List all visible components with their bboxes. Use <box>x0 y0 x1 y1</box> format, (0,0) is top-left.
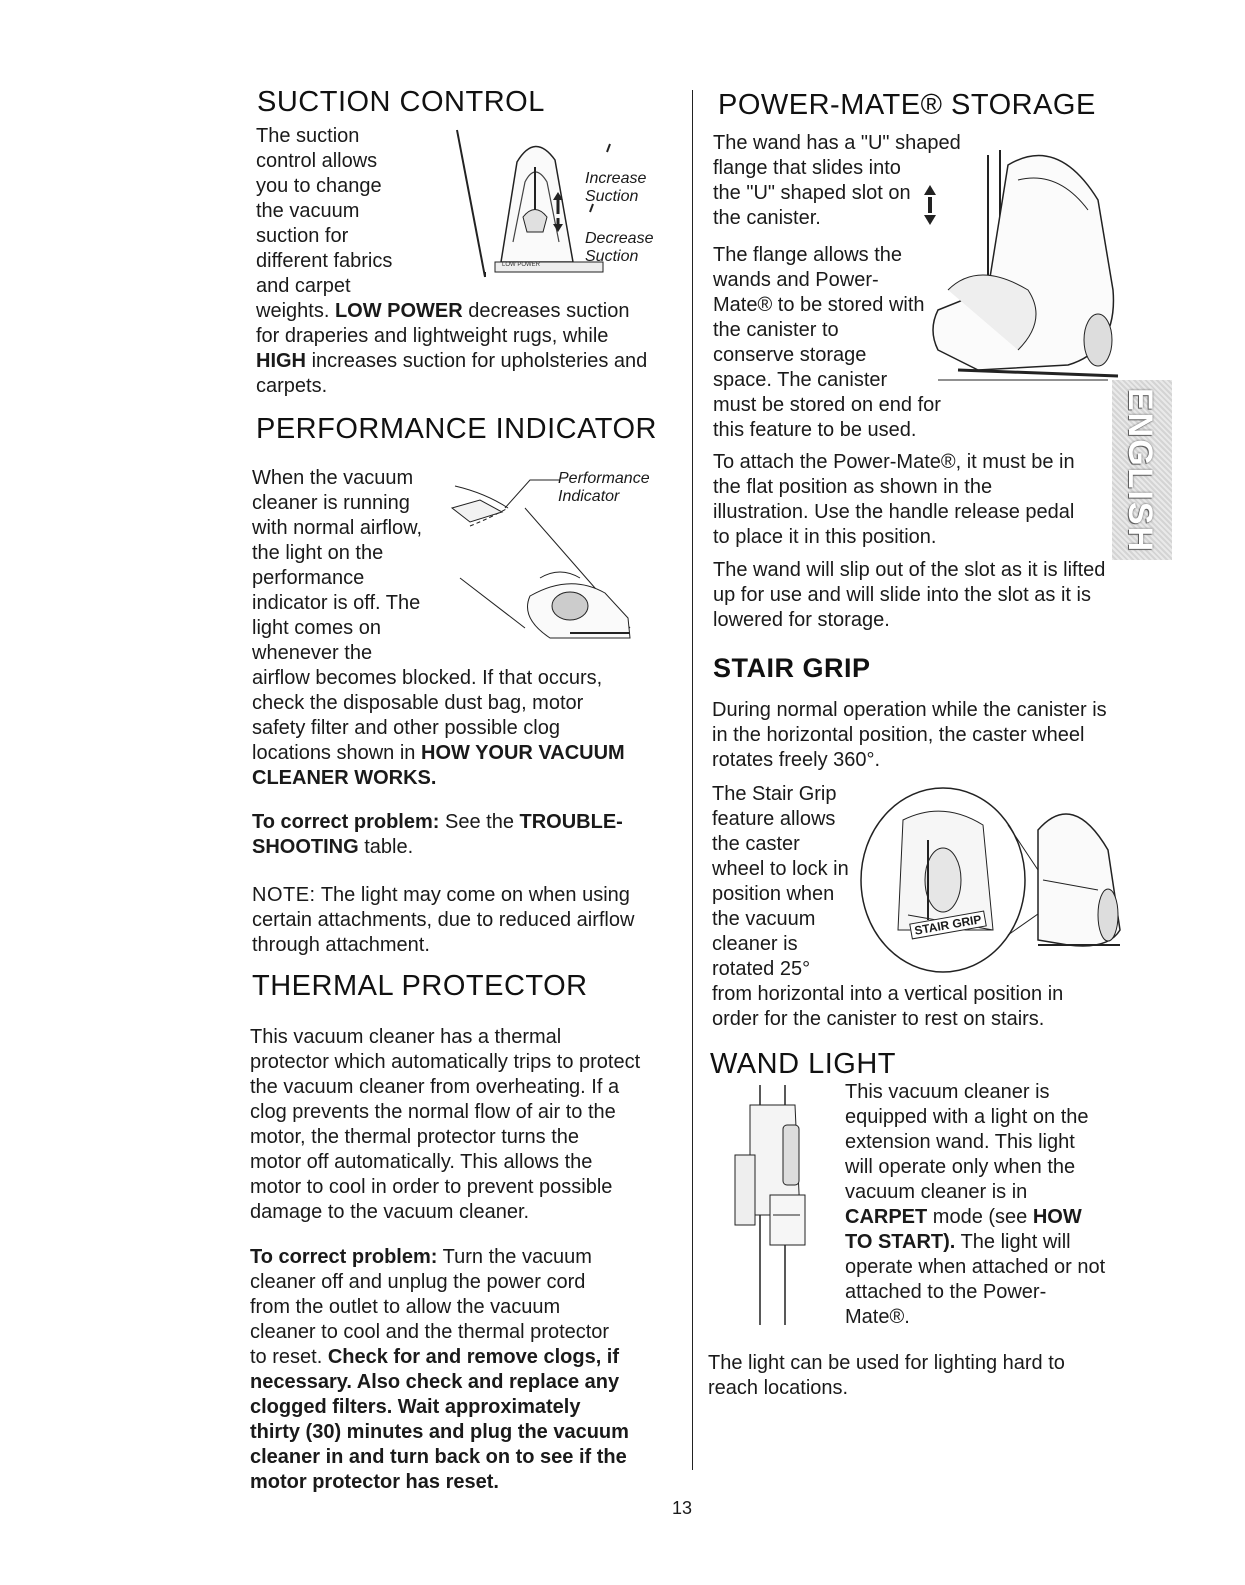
storage-line: lowered for storage. <box>713 609 890 631</box>
table-text: table. <box>364 836 414 858</box>
performance-line: with normal airflow, <box>252 517 423 539</box>
stair-grip-heading: STAIR GRIP <box>713 653 871 683</box>
wand-line: extension wand. This light <box>845 1131 1075 1153</box>
wand-light-illustration <box>725 1085 825 1330</box>
thermal-correct-line: from the outlet to allow the vacuum <box>250 1296 561 1318</box>
thermal-bold-line: necessary. Also check and replace any <box>250 1371 620 1393</box>
thermal-correct-line: cleaner off and unplug the power cord <box>250 1271 586 1293</box>
performance-line: check the disposable dust bag, motor <box>252 692 584 714</box>
stair-line: in the horizontal position, the caster wheel <box>712 724 1085 746</box>
note-line: certain attachments, due to reduced airflow <box>252 909 635 931</box>
wand-line: operate when attached or not <box>845 1256 1106 1278</box>
performance-word: Performance <box>558 470 650 487</box>
correct-problem-label: To correct problem: <box>252 811 440 833</box>
storage-line: to place it in this position. <box>713 526 937 548</box>
power-mate-storage-heading: POWER-MATE® STORAGE <box>718 89 1096 121</box>
storage-p3 <box>713 450 1075 550</box>
performance-line: whenever the <box>252 642 373 664</box>
correct-problem-label: To correct problem: <box>250 1246 438 1268</box>
performance-line: indicator is off. The <box>252 592 421 614</box>
storage-line: conserve storage <box>713 344 867 366</box>
indicator-word: Indicator <box>558 488 620 505</box>
thermal-correct-line: Turn the vacuum <box>442 1246 592 1268</box>
suction-intro-line: the vacuum <box>256 200 360 222</box>
stair-line: rotates freely 360°. <box>712 749 881 771</box>
weights-text: weights. <box>256 300 330 322</box>
storage-line: Mate® to be stored with <box>713 294 925 316</box>
performance-line: safety filter and other possible clog <box>252 717 560 739</box>
suction-intro-line: The suction <box>256 125 360 147</box>
stair-grip-illustration <box>858 780 1128 980</box>
stair-grip-label: STAIR GRIP <box>909 911 986 940</box>
low-power-term: LOW POWER <box>334 300 463 322</box>
performance-line: performance <box>252 567 365 589</box>
thermal-correct <box>250 1245 629 1495</box>
stair-line: from horizontal into a vertical position in <box>712 983 1064 1005</box>
wand-line: vacuum cleaner is in <box>845 1181 1028 1203</box>
shooting-ref: SHOOTING <box>252 836 359 858</box>
storage-line: The flange allows the <box>713 244 903 266</box>
suction-intro-line: you to change <box>256 175 382 197</box>
stair-line: cleaner is <box>712 933 798 955</box>
language-tab-label: ENGLISH <box>1121 388 1159 554</box>
thermal-protector-heading: THERMAL PROTECTOR <box>252 970 588 1002</box>
thermal-line: damage to the vacuum cleaner. <box>250 1201 530 1223</box>
thermal-bold-line: Check for and remove clogs, if <box>327 1346 620 1368</box>
performance-line: the light on the <box>252 542 384 564</box>
wand-line: The light can be used for lighting hard to <box>708 1352 1065 1374</box>
stair-line: The Stair Grip <box>712 783 837 805</box>
page-number: 13 <box>672 1498 693 1518</box>
suction-intro-line: different fabrics <box>256 250 393 272</box>
suction-line: increases suction for upholsteries and <box>311 350 648 372</box>
to-start-term: TO START). <box>845 1231 956 1253</box>
performance-line: When the vacuum <box>252 467 414 489</box>
wand-light-heading: WAND LIGHT <box>710 1048 896 1080</box>
thermal-bold-line: thirty (30) minutes and plug the vacuum <box>250 1421 629 1443</box>
stair-line: During normal operation while the canister is <box>712 699 1107 721</box>
storage-line: the flat position as shown in the <box>713 476 993 498</box>
decrease-text: Decrease <box>585 230 654 247</box>
thermal-line: motor off automatically. This allows the <box>250 1151 593 1173</box>
column-divider <box>692 90 693 1470</box>
stair-line: the caster <box>712 833 800 855</box>
see-the-text: See the <box>445 811 514 833</box>
carpet-term: CARPET <box>845 1206 928 1228</box>
thermal-line: This vacuum cleaner has a thermal <box>250 1026 562 1048</box>
storage-line: this feature to be used. <box>713 419 917 441</box>
performance-note <box>252 883 634 958</box>
cleaner-works-ref: CLEANER WORKS. <box>252 767 437 789</box>
wand-line: Mate®. <box>845 1306 910 1328</box>
performance-line: locations shown in <box>252 742 416 764</box>
wand-line: reach locations. <box>708 1377 849 1399</box>
note-line: through attachment. <box>252 934 430 956</box>
thermal-line: clog prevents the normal flow of air to the <box>250 1101 616 1123</box>
suction-line: for draperies and lightweight rugs, while <box>256 325 609 347</box>
storage-line: up for use and will slide into the slot as it is <box>713 584 1091 606</box>
how-term: HOW <box>1032 1206 1082 1228</box>
wand-light-body <box>845 1080 1105 1330</box>
thermal-line: motor, the thermal protector turns the <box>250 1126 580 1148</box>
wand-line: will operate only when the <box>845 1156 1076 1178</box>
performance-line: light comes on <box>252 617 381 639</box>
suction-text: Suction <box>585 248 639 265</box>
power-mate-storage-illustration <box>918 140 1128 390</box>
stair-line: position when <box>712 883 835 905</box>
stair-line: the vacuum <box>712 908 816 930</box>
thermal-correct-line: to reset. <box>250 1346 323 1368</box>
low-power-mini-label: LOW POWER <box>502 262 541 268</box>
suction-intro-line: suction for <box>256 225 349 247</box>
mode-see-text: mode (see <box>932 1206 1028 1228</box>
decrease-suction-label <box>585 230 653 266</box>
suction-text: decreases suction <box>468 300 630 322</box>
storage-line: the "U" shaped slot on <box>713 182 911 204</box>
light-will-text: The light will <box>960 1231 1071 1253</box>
wand-line: attached to the Power- <box>845 1281 1047 1303</box>
storage-line: The wand will slip out of the slot as it is lifted <box>713 559 1106 581</box>
storage-line: The wand has a "U" shaped <box>713 132 961 154</box>
stair-line: wheel to lock in <box>712 858 849 880</box>
how-your-vacuum-ref: HOW YOUR VACUUM <box>421 742 625 764</box>
suction-intro-line: control allows <box>256 150 378 172</box>
increase-text: Increase <box>585 170 647 187</box>
performance-indicator-label <box>558 470 650 506</box>
suction-line: carpets. <box>256 375 328 397</box>
thermal-line: motor to cool in order to prevent possible <box>250 1176 613 1198</box>
storage-line: wands and Power- <box>713 269 879 291</box>
suction-control-heading: SUCTION CONTROL <box>257 86 545 118</box>
storage-line: the canister to <box>713 319 839 341</box>
stair-p1 <box>712 698 1107 773</box>
storage-line: illustration. Use the handle release pedal <box>713 501 1075 523</box>
storage-p4 <box>713 558 1105 633</box>
storage-line: the canister. <box>713 207 821 229</box>
performance-line: cleaner is running <box>252 492 410 514</box>
storage-line: space. The canister <box>713 369 888 391</box>
wand-line: This vacuum cleaner is <box>845 1081 1050 1103</box>
wand-light-p2 <box>708 1351 1065 1401</box>
performance-correct <box>252 810 623 860</box>
suction-intro-line: and carpet <box>256 275 351 297</box>
increase-suction-label <box>585 170 646 206</box>
performance-line: airflow becomes blocked. If that occurs, <box>252 667 603 689</box>
stair-line: feature allows <box>712 808 836 830</box>
thermal-correct-line: cleaner to cool and the thermal protector <box>250 1321 610 1343</box>
stair-line: rotated 25° <box>712 958 811 980</box>
high-term: HIGH <box>256 350 306 372</box>
thermal-bold-line: cleaner in and turn back on to see if the <box>250 1446 627 1468</box>
thermal-bold-line: motor protector has reset. <box>250 1471 499 1493</box>
suction-text: Suction <box>585 188 639 205</box>
storage-line: To attach the Power-Mate®, it must be in <box>713 451 1075 473</box>
performance-indicator-heading: PERFORMANCE INDICATOR <box>256 413 657 445</box>
thermal-line: the vacuum cleaner from overheating. If a <box>250 1076 620 1098</box>
storage-p2 <box>713 243 941 443</box>
storage-line: flange that slides into <box>713 157 901 179</box>
note-label: NOTE: <box>252 884 316 906</box>
thermal-body <box>250 1025 640 1225</box>
language-tab <box>1112 380 1172 560</box>
thermal-bold-line: clogged filters. Wait approximately <box>250 1396 581 1418</box>
thermal-line: protector which automatically trips to protect <box>250 1051 641 1073</box>
note-line: The light may come on when using <box>320 884 630 906</box>
trouble-ref: TROUBLE- <box>519 811 623 833</box>
wand-line: equipped with a light on the <box>845 1106 1089 1128</box>
storage-line: must be stored on end for <box>713 394 941 416</box>
stair-line: order for the canister to rest on stairs. <box>712 1008 1045 1030</box>
